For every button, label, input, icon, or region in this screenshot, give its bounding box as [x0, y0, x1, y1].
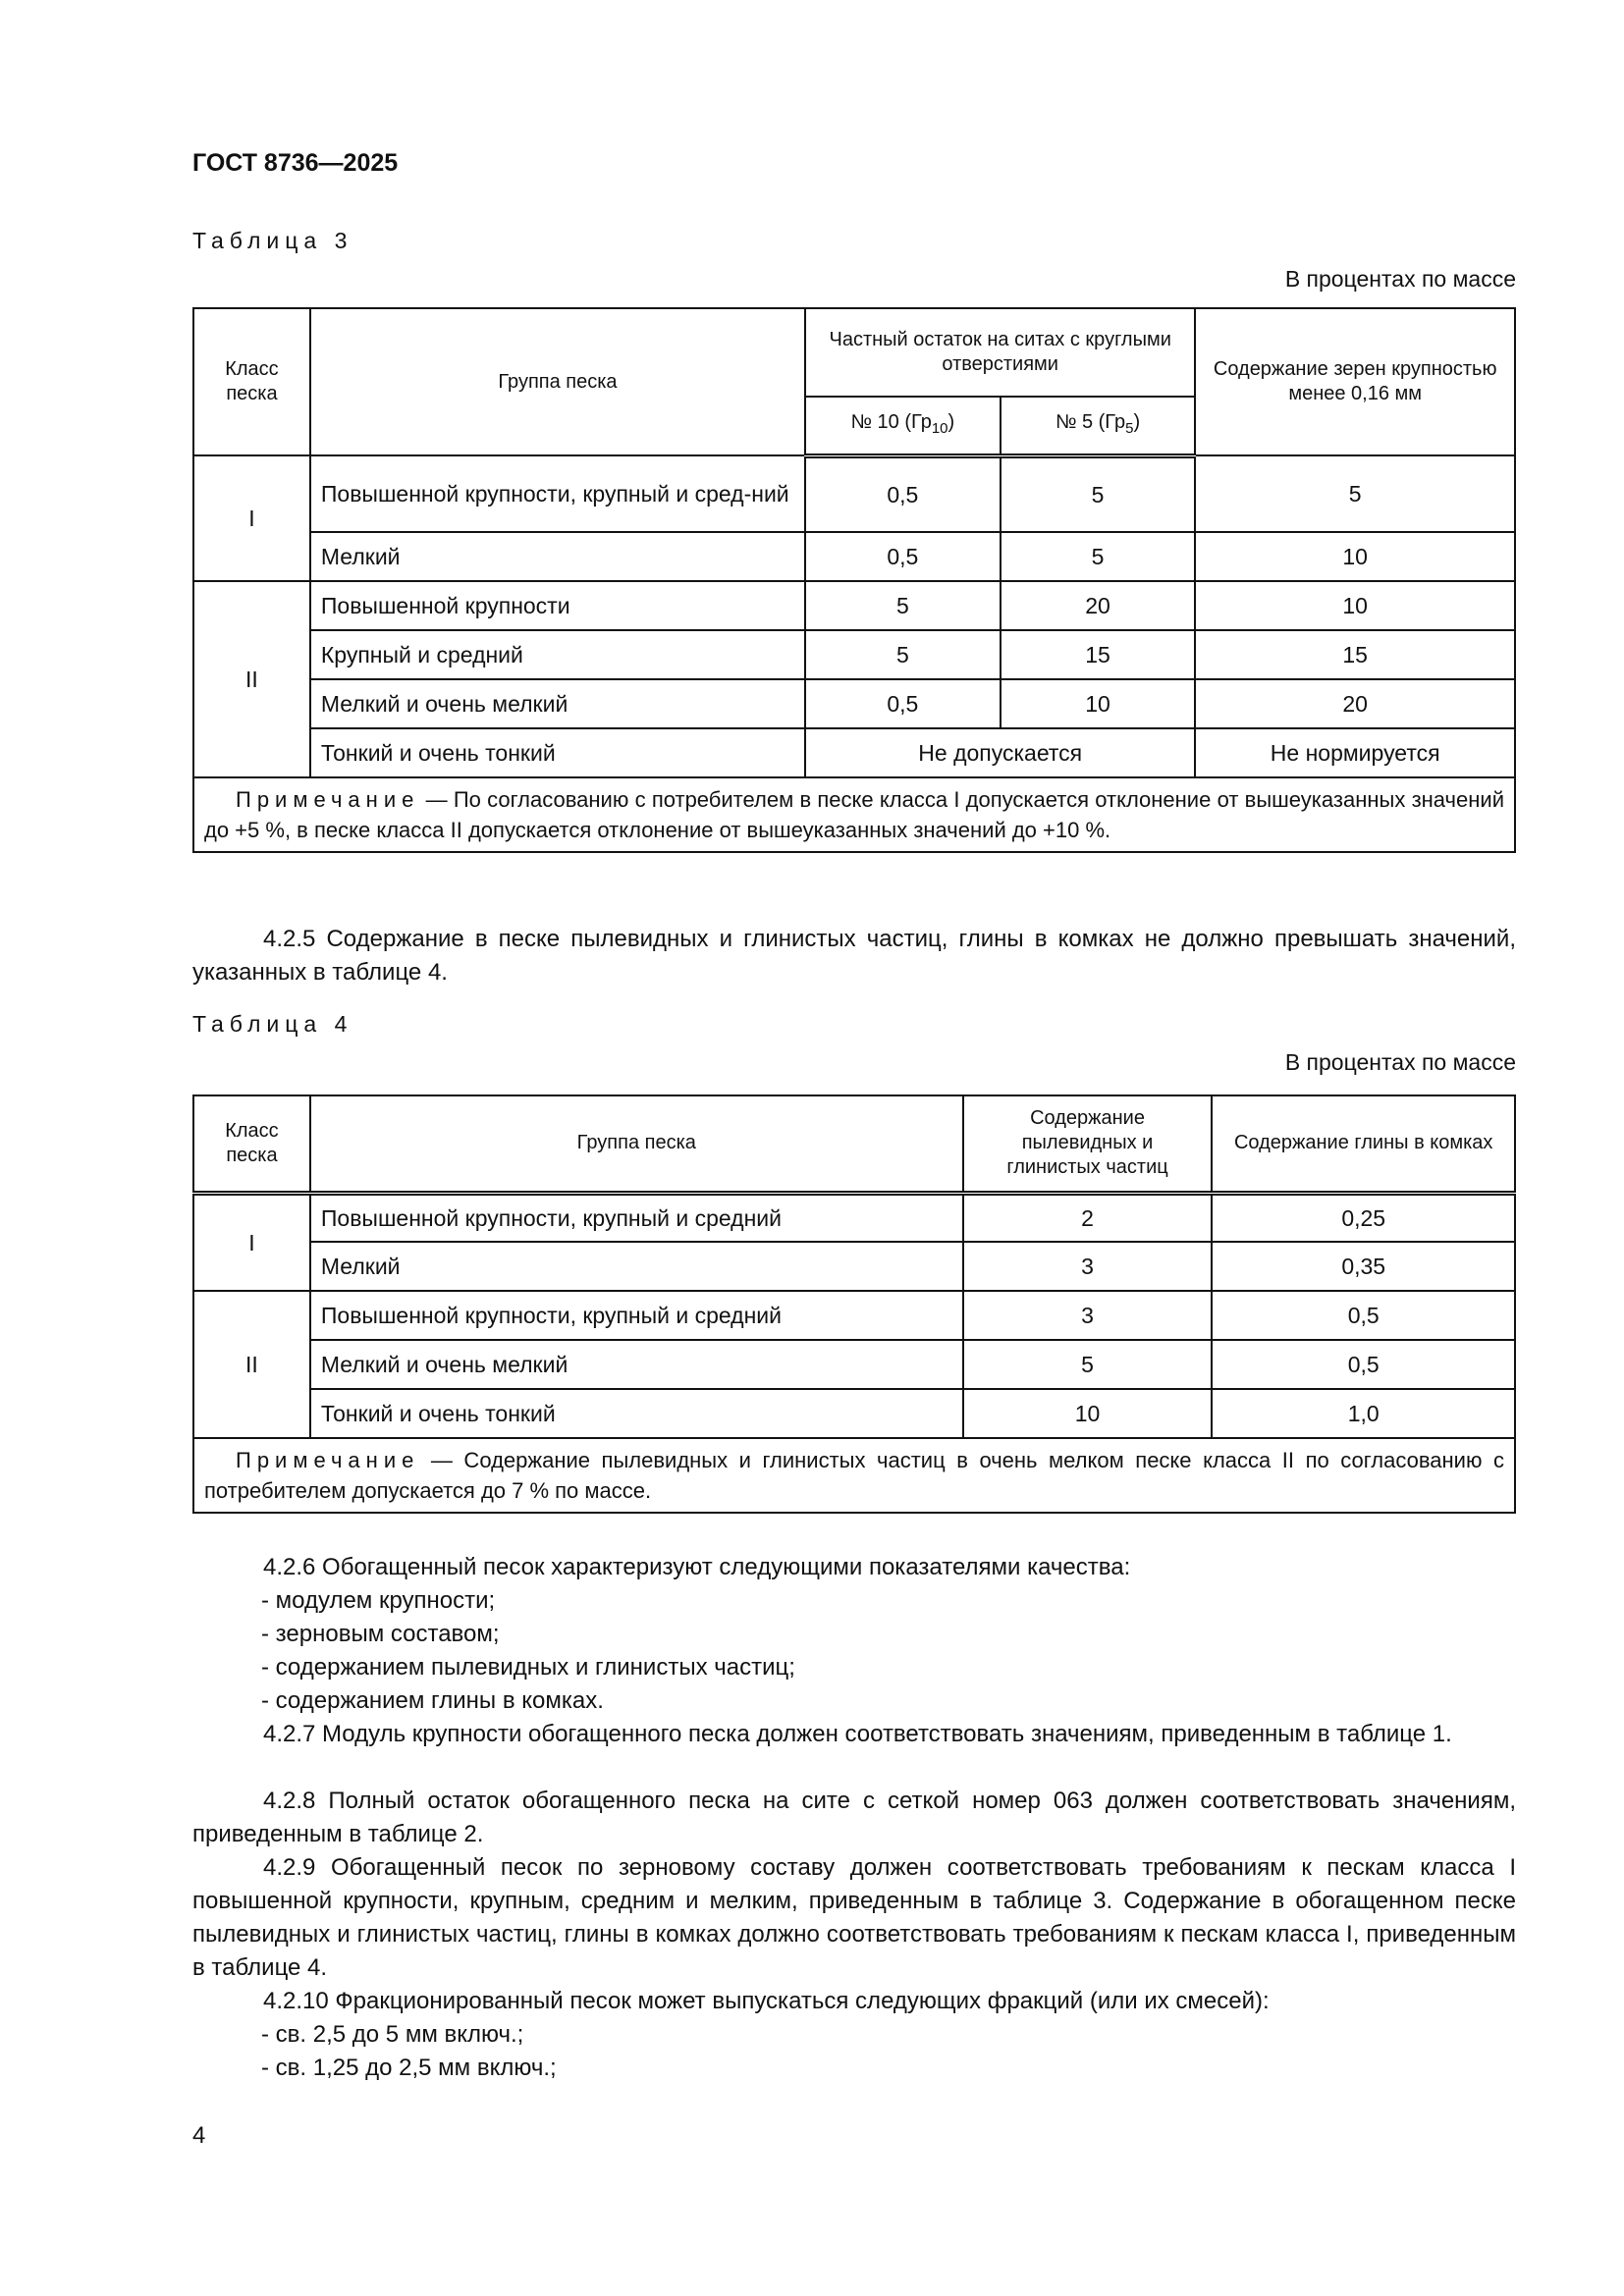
table3-head-no5: № 5 $(Гр_5)$ [1001, 397, 1196, 455]
table4-class-cell: I [193, 1193, 310, 1291]
table3-note [193, 777, 1515, 852]
table4-dust-cell: 10 [963, 1389, 1213, 1438]
table4-head-class: Класс песка [193, 1095, 310, 1193]
list-item: - св. 2,5 до 5 мм включ.; [261, 2021, 524, 2048]
table4-group-cell: Повышенной крупности, крупный и средний [310, 1193, 963, 1242]
table4-dust-cell: 3 [963, 1291, 1213, 1340]
table3-group-cell: Крупный и средний [310, 630, 805, 679]
table3-v10-cell: 0,5 [805, 679, 1001, 728]
table3 [192, 307, 1516, 853]
table4-head-group: Группа песка [310, 1095, 963, 1193]
table-row [193, 532, 1515, 581]
list-item: - св. 1,25 до 2,5 мм включ.; [261, 2055, 557, 2081]
list-item: - зерновым составом; [261, 1621, 500, 1647]
table-row [193, 1193, 1515, 1242]
table3-v10-cell: 0,5 [805, 455, 1001, 532]
table3-group-cell: Мелкий [310, 532, 805, 581]
paragraph-4-2-7: 4.2.7 Модуль крупности обогащенного песка должен соответствовать значениям, приведенным в таблице 1. [263, 1721, 1452, 1747]
table3-fine-cell: 20 [1195, 679, 1515, 728]
table4 [192, 1095, 1516, 1514]
table3-v10-cell: 5 [805, 630, 1001, 679]
table3-v5-cell: 15 [1001, 630, 1196, 679]
table4-clay-cell: 1,0 [1212, 1389, 1515, 1438]
table4-group-cell: Повышенной крупности, крупный и средний [310, 1291, 963, 1340]
table4-note [193, 1438, 1515, 1513]
table-row [193, 1291, 1515, 1340]
table4-clay-cell: 0,35 [1212, 1242, 1515, 1291]
paragraph-4-2-8: 4.2.8 Полный остаток обогащенного песка на сите с сеткой номер 063 должен соответствовать значениям, приведенным в таблице 2. [192, 1788, 1516, 1847]
table4-group-cell: Мелкий и очень мелкий [310, 1340, 963, 1389]
table3-head-residue: Частный остаток на ситах с круглыми отверстиями [805, 308, 1195, 397]
table4-note-row [193, 1438, 1515, 1513]
table4-clay-cell: 0,5 [1212, 1340, 1515, 1389]
paragraph-4-2-5: 4.2.5 Содержание в песке пылевидных и глинистых частиц, глины в комках не должно превышать значений, указанных в таблице 4. [192, 926, 1516, 986]
table4-note-label: Примечание [236, 1448, 420, 1472]
table3-head-no10: № 10 $(Гр_{10})$ [805, 397, 1001, 455]
table3-fine-cell: 10 [1195, 532, 1515, 581]
table4-unit: В процентах по массе [1284, 1049, 1516, 1075]
table4-group-cell: Тонкий и очень тонкий [310, 1389, 963, 1438]
table3-v5-cell: 20 [1001, 581, 1196, 630]
page-number: 4 [192, 2122, 206, 2149]
list-item: - содержанием глины в комках. [261, 1687, 604, 1714]
table3-fine-cell: 15 [1195, 630, 1515, 679]
table3-v5-cell: 10 [1001, 679, 1196, 728]
table3-class-cell: I [193, 455, 310, 581]
table3-note-row [193, 777, 1515, 852]
table3-fine-cell: Не нормируется [1195, 728, 1515, 777]
table3-fine-cell: 10 [1195, 581, 1515, 630]
paragraph-4-2-10: 4.2.10 Фракционированный песок может выпускаться следующих фракций (или их смесей): [263, 1988, 1270, 2014]
table-row [193, 1389, 1515, 1438]
table4-note-text: — Содержание пылевидных и глинистых частиц в очень мелком песке класса II по согласованию с потребителем допускается до 7 % по массе. [204, 1448, 1504, 1503]
table3-head-class: Класс песка [193, 308, 310, 455]
table3-head-group: Группа песка [310, 308, 805, 455]
paragraph-4-2-9: 4.2.9 Обогащенный песок по зерновому составу должен соответствовать требованиям к пескам класса I повышенной крупности, крупным, средним и мелким, приведенным в таблице 3. Содержание в обогащенном песке пылевидных и глинистых частиц, глины в комках должно соответствовать требованиям к пескам класса I, приведенным в таблице 4. [192, 1854, 1516, 1981]
paragraph-4-2-6: 4.2.6 Обогащенный песок характеризуют следующими показателями качества: [263, 1554, 1131, 1580]
table-row [193, 679, 1515, 728]
table4-dust-cell: 2 [963, 1193, 1213, 1242]
table3-group-cell: Тонкий и очень тонкий [310, 728, 805, 777]
table3-head-content: Содержание зерен крупностью менее 0,16 мм [1195, 308, 1515, 455]
table3-v5-cell: 5 [1001, 455, 1196, 532]
table4-head-dust: Содержание пылевидных и глинистых частиц [963, 1095, 1213, 1193]
table3-caption: Таблица 3 [192, 228, 353, 253]
document-code: ГОСТ 8736—2025 [192, 149, 399, 177]
table4-group-cell: Мелкий [310, 1242, 963, 1291]
table-row [193, 455, 1515, 532]
table-row [193, 1340, 1515, 1389]
table3-v10-cell: 5 [805, 581, 1001, 630]
table3-v5-cell: 5 [1001, 532, 1196, 581]
table3-class-cell: II [193, 581, 310, 777]
table4-clay-cell: 0,25 [1212, 1193, 1515, 1242]
table3-fine-cell: 5 [1195, 455, 1515, 532]
table-row [193, 728, 1515, 777]
list-item: - модулем крупности; [261, 1587, 496, 1614]
table4-class-cell: II [193, 1291, 310, 1438]
list-item: - содержанием пылевидных и глинистых частиц; [261, 1654, 795, 1681]
table3-group-cell: Повышенной крупности, крупный и сред-ний [310, 455, 805, 532]
table3-note-label: Примечание [236, 787, 420, 812]
table4-head-clay: Содержание глины в комках [1212, 1095, 1515, 1193]
table3-group-cell: Повышенной крупности [310, 581, 805, 630]
table-row [193, 581, 1515, 630]
table4-dust-cell: 3 [963, 1242, 1213, 1291]
table3-v10-cell: 0,5 [805, 532, 1001, 581]
table3-note-text: — По согласованию с потребителем в песке класса I допускается отклонение от вышеуказанных значений до +5 %, в песке класса II допускается отклонение от вышеуказанных значений до +10 %. [204, 787, 1504, 842]
table-row [193, 630, 1515, 679]
table4-dust-cell: 5 [963, 1340, 1213, 1389]
table3-unit: В процентах по массе [1284, 266, 1516, 292]
table3-group-cell: Мелкий и очень мелкий [310, 679, 805, 728]
table3-merged-cell: Не допускается [805, 728, 1195, 777]
table4-clay-cell: 0,5 [1212, 1291, 1515, 1340]
table-row [193, 1242, 1515, 1291]
table4-caption: Таблица 4 [192, 1011, 353, 1037]
